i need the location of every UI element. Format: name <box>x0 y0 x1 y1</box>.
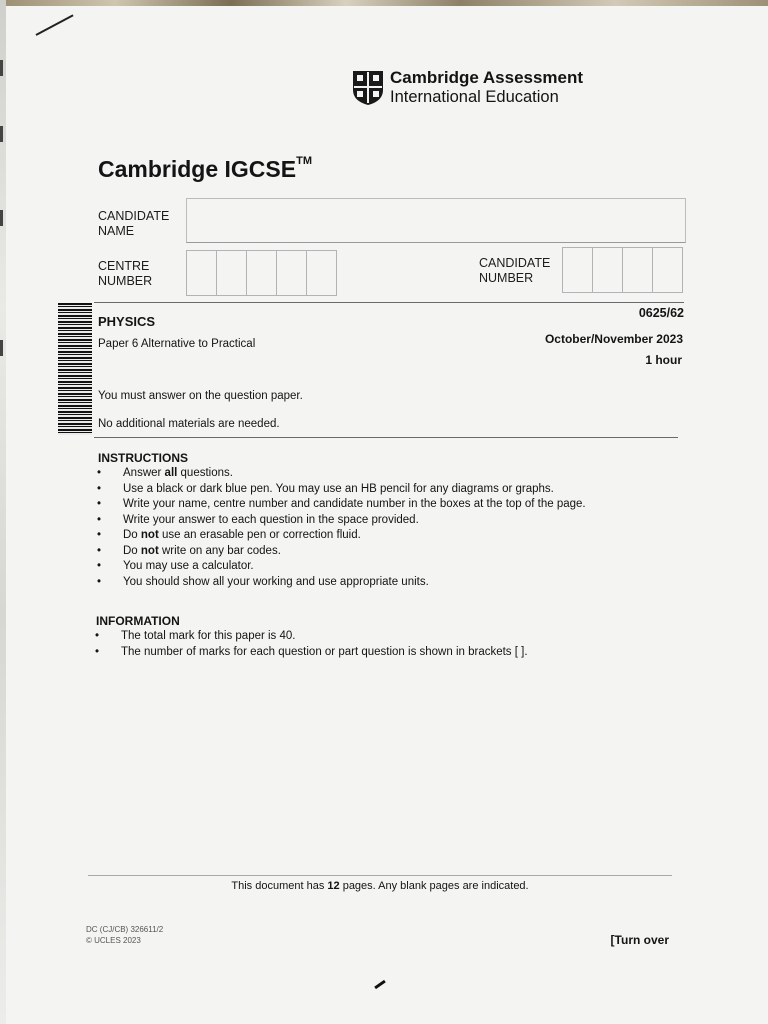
candidate-number-boxes <box>562 247 683 293</box>
instruction-item <box>97 575 586 591</box>
shield-crest-icon <box>352 70 384 106</box>
exam-session: October/November 2023 <box>544 332 683 346</box>
candidate-digit-box[interactable] <box>653 247 683 293</box>
instructions-heading: INSTRUCTIONS <box>98 451 188 465</box>
instruction-text: You should show all your working and use appropriate units. <box>123 575 429 588</box>
pen-mark <box>374 980 386 989</box>
instruction-text: questions. <box>177 467 233 479</box>
trademark-symbol: TM <box>296 155 312 168</box>
label-line: CANDIDATE <box>98 209 170 223</box>
candidate-name-box[interactable] <box>186 198 686 243</box>
paper-title: Paper 6 Alternative to Practical <box>98 338 256 350</box>
centre-digit-box[interactable] <box>186 250 217 296</box>
divider <box>94 437 678 438</box>
candidate-digit-box[interactable] <box>593 247 623 293</box>
exam-duration: 1 hour <box>645 353 682 367</box>
page-count-note <box>88 880 672 892</box>
label-line: CANDIDATE <box>479 256 551 270</box>
barcode <box>58 303 92 435</box>
materials-note: No additional materials are needed. <box>98 418 280 430</box>
instruction-emphasis: not <box>140 529 159 541</box>
centre-digit-box[interactable] <box>217 250 247 296</box>
instructions-list <box>97 466 586 590</box>
instruction-emphasis: all <box>164 467 178 479</box>
qualification-name: Cambridge IGCSE <box>98 156 297 182</box>
divider <box>94 302 684 303</box>
instruction-item <box>97 528 586 544</box>
instruction-text: use an erasable pen or correction fluid. <box>158 529 361 541</box>
page-count-number: 12 <box>327 880 340 892</box>
centre-digit-box[interactable] <box>277 250 307 296</box>
candidate-digit-box[interactable] <box>623 247 653 293</box>
answer-on-paper-note: You must answer on the question paper. <box>98 390 303 402</box>
qualification-title <box>98 156 312 183</box>
instruction-text: Write your answer to each question in the space provided. <box>123 513 419 526</box>
footer-divider <box>88 875 672 876</box>
document-code: DC (CJ/CB) 326611/2 <box>86 925 164 934</box>
label-line: NUMBER <box>98 274 153 288</box>
centre-number-boxes <box>186 250 337 296</box>
centre-number-label <box>98 259 152 289</box>
subject-title: PHYSICS <box>98 314 156 329</box>
instruction-text: Write your name, centre number and candidate number in the boxes at the top of the page. <box>123 498 586 510</box>
instruction-text: You may use a calculator. <box>123 560 254 572</box>
instruction-text: Use a black or dark blue pen. You may use an HB pencil for any diagrams or graphs. <box>123 482 554 495</box>
centre-digit-box[interactable] <box>247 250 277 296</box>
label-line: NAME <box>98 224 135 238</box>
instruction-text: Answer <box>123 467 165 479</box>
candidate-name-label <box>98 209 169 239</box>
instruction-emphasis: not <box>140 544 159 557</box>
label-line: NUMBER <box>479 271 534 285</box>
information-heading: INFORMATION <box>96 614 180 628</box>
page-count-text: This document has <box>231 880 328 892</box>
cambridge-logo <box>352 68 592 108</box>
instruction-text: Do <box>123 544 141 557</box>
information-item: • The total mark for this paper is 40. <box>95 629 528 645</box>
instruction-item <box>97 544 586 560</box>
candidate-digit-box[interactable] <box>562 247 593 293</box>
paper-code: 0625/62 <box>638 306 684 320</box>
instruction-text: Do <box>123 529 141 541</box>
label-line: CENTRE <box>98 259 150 273</box>
copyright-notice: © UCLES 2023 <box>86 936 141 945</box>
instruction-item <box>97 482 586 498</box>
page-count-text: pages. Any blank pages are indicated. <box>339 880 529 892</box>
instruction-text: write on any bar codes. <box>158 544 281 557</box>
information-item: • The number of marks for each question or part question is shown in brackets [ ]. <box>95 645 528 661</box>
logo-line-2: International Education <box>390 88 559 106</box>
document-code-block <box>86 924 163 946</box>
instruction-item <box>97 466 586 482</box>
information-list <box>95 629 528 660</box>
instruction-item <box>97 513 586 529</box>
turn-over-label: [Turn over <box>610 933 669 947</box>
candidate-number-label <box>479 256 550 286</box>
instruction-item <box>97 497 586 513</box>
centre-digit-box[interactable] <box>307 250 337 296</box>
instruction-item <box>97 559 586 575</box>
logo-line-1: Cambridge Assessment <box>390 68 584 87</box>
